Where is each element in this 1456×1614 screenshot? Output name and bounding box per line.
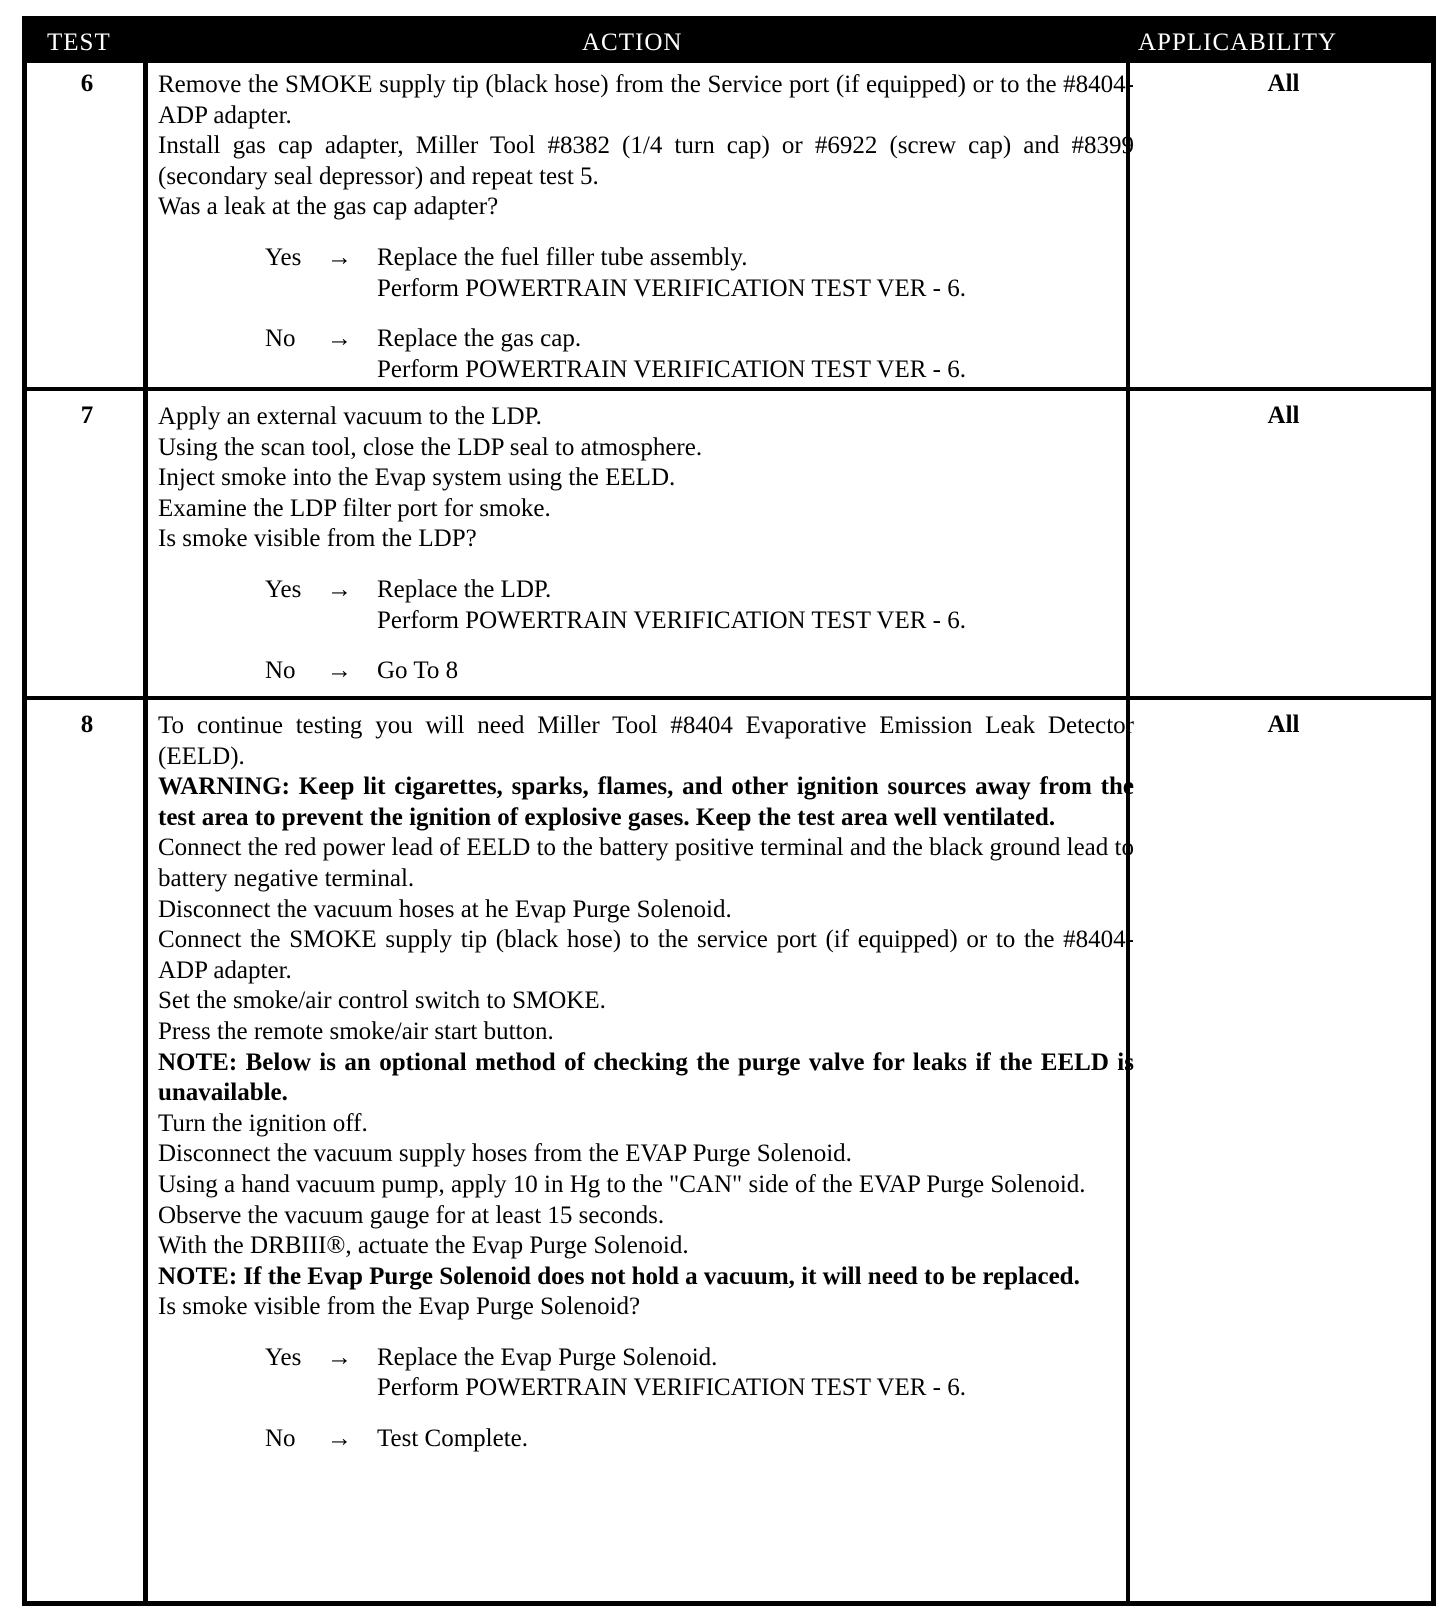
instruction-line: Set the smoke/air control switch to SMOKE. <box>158 987 606 1015</box>
procedure-table <box>22 16 1436 1606</box>
no-result-line: Perform POWERTRAIN VERIFICATION TEST VER - 6. <box>377 355 967 383</box>
table-header <box>27 21 1431 63</box>
yes-branch <box>265 243 1134 304</box>
no-label: No <box>265 325 296 353</box>
no-branch <box>265 324 1134 385</box>
instruction-line: Press the remote smoke/air start button. <box>158 1017 554 1045</box>
yes-label: Yes <box>265 575 302 603</box>
column-divider-left <box>143 63 148 1601</box>
instruction-line: Connect the SMOKE supply tip (black hose) to the service port (if equipped) or to the #8404-ADP adapter. <box>158 926 1134 984</box>
yes-label: Yes <box>265 1343 302 1371</box>
yes-result-line: Perform POWERTRAIN VERIFICATION TEST VER - 6. <box>377 1374 967 1402</box>
right-arrow-icon: → <box>327 1343 352 1371</box>
yes-result-line: Replace the fuel filler tube assembly. <box>377 243 748 271</box>
yes-result-line: Perform POWERTRAIN VERIFICATION TEST VER - 6. <box>377 274 967 302</box>
yes-result-line: Perform POWERTRAIN VERIFICATION TEST VER - 6. <box>377 606 967 634</box>
header-action: ACTION <box>582 29 683 56</box>
instruction-line: Install gas cap adapter, Miller Tool #8382 (1/4 turn cap) or #6922 (screw cap) and #8399 (secondary seal depressor) and repeat test 5. <box>158 132 1134 190</box>
row-divider <box>27 696 1431 700</box>
instruction-line: Observe the vacuum gauge for at least 15 seconds. <box>158 1201 665 1229</box>
right-arrow-icon: → <box>327 1425 352 1453</box>
no-branch <box>265 1424 1134 1455</box>
right-arrow-icon: → <box>327 243 352 271</box>
no-label: No <box>265 657 296 685</box>
action-cell <box>158 402 1134 687</box>
instruction-line: Disconnect the vacuum supply hoses from the EVAP Purge Solenoid. <box>158 1140 852 1168</box>
applicability: All <box>1267 70 1300 97</box>
right-arrow-icon: → <box>327 657 352 685</box>
instruction-line: NOTE: If the Evap Purge Solenoid does not hold a vacuum, it will need to be replaced. <box>158 1262 1080 1290</box>
instruction-line: WARNING: Keep lit cigarettes, sparks, flames, and other ignition sources away from the test area to prevent the ignition of explosive gases. Keep the test area well ventilated. <box>158 773 1134 831</box>
instruction-line: With the DRBIII®, actuate the Evap Purge Solenoid. <box>158 1232 689 1260</box>
test-number: 6 <box>80 70 94 97</box>
instruction-line: Is smoke visible from the Evap Purge Solenoid? <box>158 1293 641 1321</box>
no-label: No <box>265 1425 296 1453</box>
no-result-line: Go To 8 <box>377 657 459 685</box>
applicability: All <box>1267 711 1300 738</box>
instruction-line: Disconnect the vacuum hoses at he Evap Purge Solenoid. <box>158 895 732 923</box>
yes-branch <box>265 1343 1134 1404</box>
instruction-line: Connect the red power lead of EELD to the battery positive terminal and the black ground lead to battery negative terminal. <box>158 834 1134 892</box>
instruction-line: Using the scan tool, close the LDP seal to atmosphere. <box>158 433 703 461</box>
header-test: TEST <box>47 29 111 56</box>
instruction-line: Using a hand vacuum pump, apply 10 in Hg to the "CAN" side of the EVAP Purge Solenoid. <box>158 1170 1086 1198</box>
instruction-line: Turn the ignition off. <box>158 1109 368 1137</box>
right-arrow-icon: → <box>327 575 352 603</box>
no-result-line: Replace the gas cap. <box>377 325 582 353</box>
instruction-line: Was a leak at the gas cap adapter? <box>158 193 499 221</box>
right-arrow-icon: → <box>327 325 352 353</box>
applicability: All <box>1267 402 1300 429</box>
yes-result-line: Replace the LDP. <box>377 575 552 603</box>
no-result-line: Test Complete. <box>377 1425 529 1453</box>
header-applicability: APPLICABILITY <box>1138 29 1338 56</box>
yes-result-line: Replace the Evap Purge Solenoid. <box>377 1343 718 1371</box>
yes-branch <box>265 575 1134 636</box>
instruction-line: NOTE: Below is an optional method of checking the purge valve for leaks if the EELD is unavailable. <box>158 1048 1134 1107</box>
test-number: 7 <box>80 402 94 429</box>
instruction-line: Is smoke visible from the LDP? <box>158 525 477 553</box>
instruction-line: Examine the LDP filter port for smoke. <box>158 494 551 522</box>
test-number: 8 <box>80 711 94 738</box>
instruction-line: Inject smoke into the Evap system using the EELD. <box>158 464 676 492</box>
no-branch <box>265 656 1134 687</box>
action-cell <box>158 70 1134 385</box>
instruction-line: Apply an external vacuum to the LDP. <box>158 403 542 430</box>
instruction-line: To continue testing you will need Miller Tool #8404 Evaporative Emission Leak Detector (EELD). <box>158 712 1134 770</box>
yes-label: Yes <box>265 243 302 271</box>
action-cell <box>158 711 1134 1455</box>
row-divider <box>27 387 1431 391</box>
instruction-line: Remove the SMOKE supply tip (black hose) from the Service port (if equipped) or to the #8404-ADP adapter. <box>158 71 1134 129</box>
